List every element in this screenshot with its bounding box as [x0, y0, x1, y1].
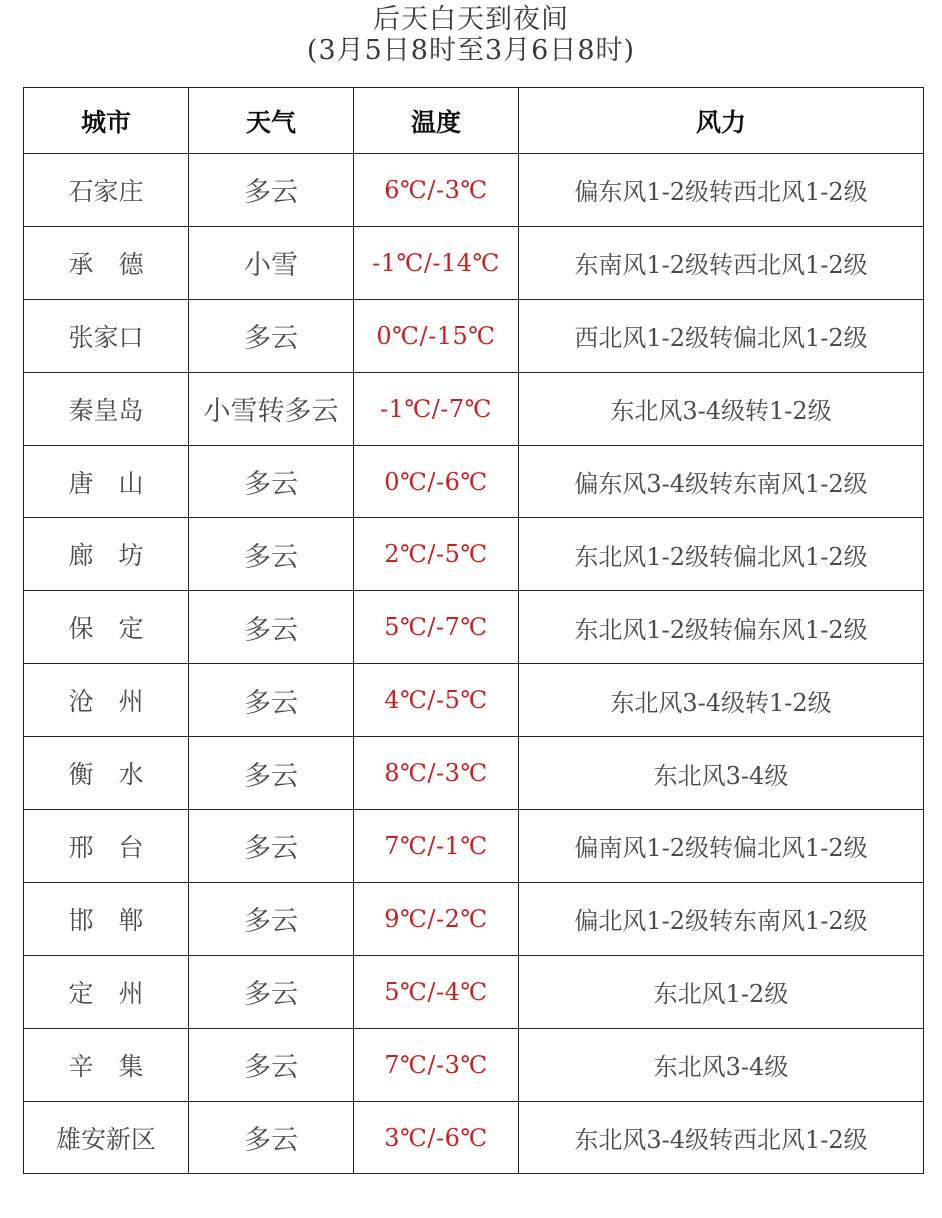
weather-cell: 多云: [189, 737, 354, 810]
temperature-cell: 8℃/-3℃: [354, 737, 519, 810]
temperature-cell: -1℃/-7℃: [354, 372, 519, 445]
weather-cell: 多云: [189, 664, 354, 737]
wind-cell: 东北风1-2级转偏北风1-2级: [519, 518, 924, 591]
table-row: [24, 1028, 924, 1101]
temperature-cell: -1℃/-14℃: [354, 226, 519, 299]
city-cell: 沧 州: [24, 664, 189, 737]
city-cell: 唐 山: [24, 445, 189, 518]
table-row: [24, 154, 924, 227]
table-row: [24, 955, 924, 1028]
wind-cell: 西北风1-2级转偏北风1-2级: [519, 299, 924, 372]
city-cell: 邢 台: [24, 810, 189, 883]
temperature-cell: 0℃/-15℃: [354, 299, 519, 372]
temperature-cell: 3℃/-6℃: [354, 1101, 519, 1174]
wind-cell: 东北风3-4级: [519, 737, 924, 810]
table-row: [24, 664, 924, 737]
temperature-cell: 6℃/-3℃: [354, 154, 519, 227]
city-cell: 雄安新区: [24, 1101, 189, 1174]
wind-cell: 东北风3-4级转1-2级: [519, 664, 924, 737]
weather-cell: 多云: [189, 1101, 354, 1174]
weather-cell: 多云: [189, 445, 354, 518]
city-cell: 辛 集: [24, 1028, 189, 1101]
wind-cell: 东北风3-4级转1-2级: [519, 372, 924, 445]
temperature-cell: 7℃/-3℃: [354, 1028, 519, 1101]
city-cell: 衡 水: [24, 737, 189, 810]
temperature-cell: 9℃/-2℃: [354, 882, 519, 955]
table-row: [24, 591, 924, 664]
table-row: [24, 1101, 924, 1174]
weather-cell: 多云: [189, 810, 354, 883]
weather-cell: 小雪: [189, 226, 354, 299]
wind-cell: 东北风3-4级转西北风1-2级: [519, 1101, 924, 1174]
table-row: [24, 226, 924, 299]
temperature-cell: 2℃/-5℃: [354, 518, 519, 591]
column-header-weather: 天气: [189, 88, 354, 154]
wind-cell: 东北风1-2级转偏东风1-2级: [519, 591, 924, 664]
table-row: [24, 882, 924, 955]
table-row: [24, 372, 924, 445]
table-row: [24, 445, 924, 518]
column-header-temperature: 温度: [354, 88, 519, 154]
wind-cell: 东北风1-2级: [519, 955, 924, 1028]
city-cell: 承 德: [24, 226, 189, 299]
table-row: [24, 737, 924, 810]
title-line-2: (3月5日8时至3月6日8时): [306, 35, 636, 66]
title-line-1: 后天白天到夜间: [373, 4, 569, 35]
temperature-cell: 0℃/-6℃: [354, 445, 519, 518]
wind-cell: 偏东风3-4级转东南风1-2级: [519, 445, 924, 518]
weather-cell: 多云: [189, 955, 354, 1028]
wind-cell: 东南风1-2级转西北风1-2级: [519, 226, 924, 299]
wind-cell: 偏北风1-2级转东南风1-2级: [519, 882, 924, 955]
column-header-city: 城市: [24, 88, 189, 154]
weather-cell: 多云: [189, 591, 354, 664]
table-row: [24, 810, 924, 883]
temperature-cell: 5℃/-7℃: [354, 591, 519, 664]
city-cell: 石家庄: [24, 154, 189, 227]
column-header-wind: 风力: [519, 88, 924, 154]
wind-cell: 偏南风1-2级转偏北风1-2级: [519, 810, 924, 883]
temperature-cell: 4℃/-5℃: [354, 664, 519, 737]
table-header-row: [24, 88, 924, 154]
weather-cell: 多云: [189, 882, 354, 955]
weather-cell: 小雪转多云: [189, 372, 354, 445]
city-cell: 秦皇岛: [24, 372, 189, 445]
city-cell: 邯 郸: [24, 882, 189, 955]
wind-cell: 东北风3-4级: [519, 1028, 924, 1101]
weather-cell: 多云: [189, 518, 354, 591]
wind-cell: 偏东风1-2级转西北风1-2级: [519, 154, 924, 227]
city-cell: 廊 坊: [24, 518, 189, 591]
weather-cell: 多云: [189, 299, 354, 372]
city-cell: 定 州: [24, 955, 189, 1028]
table-row: [24, 299, 924, 372]
city-cell: 张家口: [24, 299, 189, 372]
table-row: [24, 518, 924, 591]
city-cell: 保 定: [24, 591, 189, 664]
page-title: [0, 4, 942, 66]
temperature-cell: 5℃/-4℃: [354, 955, 519, 1028]
forecast-table: [23, 87, 924, 1174]
weather-cell: 多云: [189, 1028, 354, 1101]
temperature-cell: 7℃/-1℃: [354, 810, 519, 883]
weather-cell: 多云: [189, 154, 354, 227]
